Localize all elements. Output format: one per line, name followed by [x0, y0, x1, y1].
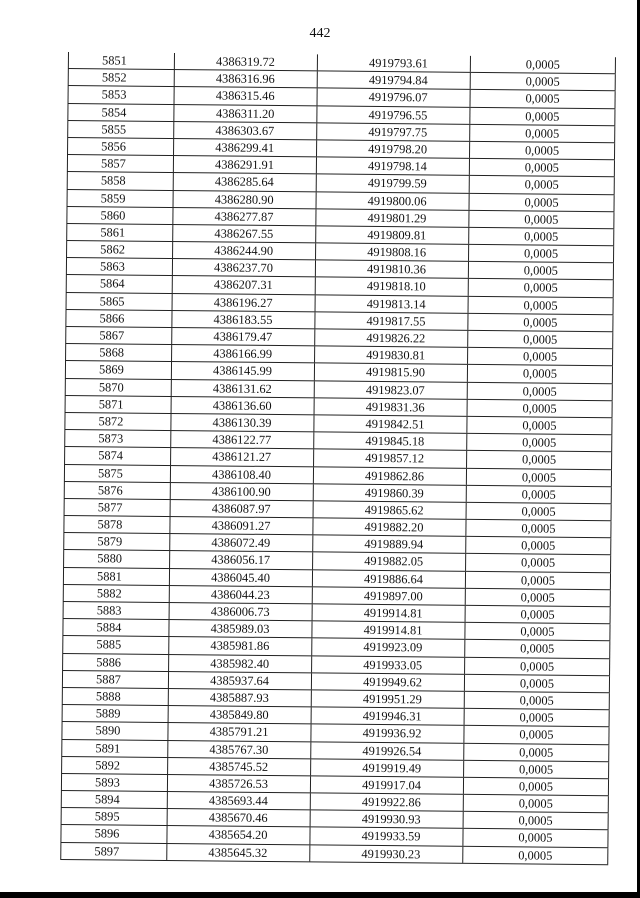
value-cell: 0,0005: [470, 142, 615, 160]
y-coordinate-cell: 4919813.14: [316, 295, 469, 313]
y-coordinate-cell: 4919917.04: [311, 776, 464, 794]
x-coordinate-cell: 4386179.47: [172, 328, 315, 346]
y-coordinate-cell: 4919842.51: [314, 415, 467, 433]
point-number-cell: 5883: [63, 602, 170, 619]
value-cell: 0,0005: [467, 468, 612, 486]
point-number-cell: 5864: [66, 275, 173, 292]
y-coordinate-cell: 4919857.12: [314, 450, 467, 468]
value-cell: 0,0005: [468, 314, 613, 332]
y-coordinate-cell: 4919794.84: [318, 72, 471, 90]
point-number-cell: 5868: [65, 344, 172, 361]
value-cell: 0,0005: [467, 503, 612, 521]
point-number-cell: 5870: [65, 379, 172, 396]
x-coordinate-cell: 4385726.53: [168, 775, 311, 793]
x-coordinate-cell: 4385989.03: [169, 620, 312, 638]
y-coordinate-cell: 4919796.55: [317, 106, 470, 124]
x-coordinate-cell: 4386316.96: [175, 70, 318, 88]
x-coordinate-cell: 4386319.72: [175, 53, 318, 71]
value-cell: 0,0005: [463, 846, 608, 864]
point-number-cell: 5861: [66, 224, 173, 241]
x-coordinate-cell: 4386091.27: [170, 517, 313, 535]
x-coordinate-cell: 4386237.70: [173, 259, 316, 277]
value-cell: 0,0005: [466, 554, 611, 572]
point-number-cell: 5858: [67, 172, 174, 189]
y-coordinate-cell: 4919882.20: [313, 518, 466, 536]
point-number-cell: 5867: [65, 327, 172, 344]
x-coordinate-cell: 4385982.40: [169, 655, 312, 673]
y-coordinate-cell: 4919930.23: [310, 845, 463, 863]
value-cell: 0,0005: [465, 692, 610, 710]
value-cell: 0,0005: [464, 795, 609, 813]
value-cell: 0,0005: [466, 571, 611, 589]
point-number-cell: 5852: [68, 69, 175, 86]
value-cell: 0,0005: [470, 176, 615, 194]
y-coordinate-cell: 4919886.64: [313, 570, 466, 588]
value-cell: 0,0005: [469, 279, 614, 297]
value-cell: 0,0005: [468, 400, 613, 418]
point-number-cell: 5857: [67, 155, 174, 172]
value-cell: 0,0005: [466, 606, 611, 624]
point-number-cell: 5878: [63, 516, 170, 533]
point-number-cell: 5889: [62, 705, 169, 722]
y-coordinate-cell: 4919933.05: [312, 656, 465, 674]
point-number-cell: 5851: [68, 52, 175, 69]
value-cell: 0,0005: [465, 623, 610, 641]
x-coordinate-cell: 4386072.49: [170, 534, 313, 552]
point-number-cell: 5895: [61, 808, 168, 825]
x-coordinate-cell: 4385745.52: [168, 758, 311, 776]
x-coordinate-cell: 4385791.21: [168, 723, 311, 741]
x-coordinate-cell: 4386196.27: [173, 294, 316, 312]
point-number-cell: 5865: [66, 293, 173, 310]
x-coordinate-cell: 4386087.97: [171, 500, 314, 518]
y-coordinate-cell: 4919897.00: [313, 587, 466, 605]
y-coordinate-cell: 4919830.81: [315, 347, 468, 365]
point-number-cell: 5871: [65, 396, 172, 413]
point-number-cell: 5885: [62, 636, 169, 653]
x-coordinate-cell: 4385693.44: [168, 792, 311, 810]
x-coordinate-cell: 4385767.30: [168, 740, 311, 758]
y-coordinate-cell: 4919946.31: [312, 707, 465, 725]
value-cell: 0,0005: [465, 657, 610, 675]
value-cell: 0,0005: [466, 520, 611, 538]
point-number-cell: 5863: [66, 258, 173, 275]
point-number-cell: 5897: [60, 843, 167, 860]
scan-edge-bottom: [0, 892, 640, 898]
y-coordinate-cell: 4919808.16: [316, 243, 469, 261]
y-coordinate-cell: 4919930.93: [311, 811, 464, 829]
point-number-cell: 5877: [64, 499, 171, 516]
value-cell: 0,0005: [466, 589, 611, 607]
point-number-cell: 5872: [64, 413, 171, 430]
value-cell: 0,0005: [470, 90, 615, 108]
x-coordinate-cell: 4386285.64: [174, 173, 317, 191]
x-coordinate-cell: 4386108.40: [171, 466, 314, 484]
value-cell: 0,0005: [467, 434, 612, 452]
y-coordinate-cell: 4919860.39: [314, 484, 467, 502]
x-coordinate-cell: 4385645.32: [167, 844, 310, 862]
point-number-cell: 5891: [61, 739, 168, 756]
value-cell: 0,0005: [469, 228, 614, 246]
y-coordinate-cell: 4919817.55: [315, 312, 468, 330]
y-coordinate-cell: 4919831.36: [315, 398, 468, 416]
point-number-cell: 5880: [63, 550, 170, 567]
value-cell: 0,0005: [467, 417, 612, 435]
x-coordinate-cell: 4386122.77: [171, 431, 314, 449]
value-cell: 0,0005: [464, 743, 609, 761]
y-coordinate-cell: 4919889.94: [313, 536, 466, 554]
x-coordinate-cell: 4386277.87: [173, 208, 316, 226]
value-cell: 0,0005: [469, 296, 614, 314]
point-number-cell: 5860: [66, 207, 173, 224]
x-coordinate-cell: 4386045.40: [170, 569, 313, 587]
y-coordinate-cell: 4919919.49: [311, 759, 464, 777]
point-number-cell: 5862: [66, 241, 173, 258]
value-cell: 0,0005: [466, 537, 611, 555]
x-coordinate-cell: 4386280.90: [174, 191, 317, 209]
y-coordinate-cell: 4919800.06: [317, 192, 470, 210]
y-coordinate-cell: 4919914.81: [312, 622, 465, 640]
point-number-cell: 5869: [65, 361, 172, 378]
x-coordinate-cell: 4386056.17: [170, 551, 313, 569]
x-coordinate-cell: 4386315.46: [175, 87, 318, 105]
value-cell: 0,0005: [470, 125, 615, 143]
point-number-cell: 5892: [61, 757, 168, 774]
value-cell: 0,0005: [470, 159, 615, 177]
y-coordinate-cell: 4919862.86: [314, 467, 467, 485]
value-cell: 0,0005: [464, 726, 609, 744]
value-cell: 0,0005: [471, 73, 616, 91]
value-cell: 0,0005: [470, 193, 615, 211]
point-number-cell: 5854: [67, 104, 174, 121]
x-coordinate-cell: 4386136.60: [172, 397, 315, 415]
point-number-cell: 5894: [61, 791, 168, 808]
y-coordinate-cell: 4919949.62: [312, 673, 465, 691]
y-coordinate-cell: 4919823.07: [315, 381, 468, 399]
point-number-cell: 5873: [64, 430, 171, 447]
value-cell: 0,0005: [465, 640, 610, 658]
y-coordinate-cell: 4919882.05: [313, 553, 466, 571]
x-coordinate-cell: 4386100.90: [171, 483, 314, 501]
value-cell: 0,0005: [468, 382, 613, 400]
value-cell: 0,0005: [465, 709, 610, 727]
y-coordinate-cell: 4919914.81: [313, 604, 466, 622]
y-coordinate-cell: 4919815.90: [315, 364, 468, 382]
value-cell: 0,0005: [469, 245, 614, 263]
y-coordinate-cell: 4919926.54: [311, 742, 464, 760]
point-number-cell: 5886: [62, 654, 169, 671]
y-coordinate-cell: 4919922.86: [311, 793, 464, 811]
coordinate-table: [60, 52, 616, 865]
y-coordinate-cell: 4919801.29: [316, 209, 469, 227]
y-coordinate-cell: 4919865.62: [314, 501, 467, 519]
value-cell: 0,0005: [464, 812, 609, 830]
x-coordinate-cell: 4386131.62: [172, 380, 315, 398]
x-coordinate-cell: 4386121.27: [171, 448, 314, 466]
y-coordinate-cell: 4919951.29: [312, 690, 465, 708]
point-number-cell: 5855: [67, 121, 174, 138]
value-cell: 0,0005: [470, 107, 615, 125]
x-coordinate-cell: 4386244.90: [173, 242, 316, 260]
point-number-cell: 5859: [67, 189, 174, 206]
value-cell: 0,0005: [463, 829, 608, 847]
point-number-cell: 5881: [63, 568, 170, 585]
y-coordinate-cell: 4919798.14: [317, 158, 470, 176]
value-cell: 0,0005: [464, 761, 609, 779]
point-number-cell: 5884: [62, 619, 169, 636]
x-coordinate-cell: 4386267.55: [173, 225, 316, 243]
y-coordinate-cell: 4919818.10: [316, 278, 469, 296]
x-coordinate-cell: 4386207.31: [173, 276, 316, 294]
point-number-cell: 5856: [67, 138, 174, 155]
value-cell: 0,0005: [464, 778, 609, 796]
x-coordinate-cell: 4386183.55: [172, 311, 315, 329]
y-coordinate-cell: 4919826.22: [315, 329, 468, 347]
x-coordinate-cell: 4386311.20: [174, 105, 317, 123]
y-coordinate-cell: 4919810.36: [316, 261, 469, 279]
value-cell: 0,0005: [467, 451, 612, 469]
y-coordinate-cell: 4919933.59: [310, 828, 463, 846]
point-number-cell: 5874: [64, 447, 171, 464]
point-number-cell: 5882: [63, 585, 170, 602]
point-number-cell: 5887: [62, 671, 169, 688]
value-cell: 0,0005: [468, 348, 613, 366]
value-cell: 0,0005: [469, 262, 614, 280]
point-number-cell: 5896: [60, 825, 167, 842]
y-coordinate-cell: 4919799.59: [317, 175, 470, 193]
point-number-cell: 5893: [61, 774, 168, 791]
x-coordinate-cell: 4385937.64: [169, 672, 312, 690]
x-coordinate-cell: 4385670.46: [168, 809, 311, 827]
x-coordinate-cell: 4385849.80: [169, 706, 312, 724]
y-coordinate-cell: 4919798.20: [317, 140, 470, 158]
page-number: 442: [309, 26, 331, 41]
point-number-cell: 5853: [68, 86, 175, 103]
x-coordinate-cell: 4386130.39: [171, 414, 314, 432]
value-cell: 0,0005: [467, 486, 612, 504]
point-number-cell: 5888: [62, 688, 169, 705]
x-coordinate-cell: 4386145.99: [172, 362, 315, 380]
x-coordinate-cell: 4386303.67: [174, 122, 317, 140]
x-coordinate-cell: 4385887.93: [169, 689, 312, 707]
x-coordinate-cell: 4386006.73: [170, 603, 313, 621]
value-cell: 0,0005: [465, 675, 610, 693]
point-number-cell: 5890: [61, 722, 168, 739]
y-coordinate-cell: 4919845.18: [314, 433, 467, 451]
point-number-cell: 5879: [63, 533, 170, 550]
point-number-cell: 5876: [64, 482, 171, 499]
value-cell: 0,0005: [469, 211, 614, 229]
x-coordinate-cell: 4386044.23: [170, 586, 313, 604]
y-coordinate-cell: 4919793.61: [318, 54, 471, 72]
value-cell: 0,0005: [471, 56, 616, 74]
y-coordinate-cell: 4919796.07: [318, 89, 471, 107]
value-cell: 0,0005: [468, 331, 613, 349]
y-coordinate-cell: 4919923.09: [312, 639, 465, 657]
x-coordinate-cell: 4385981.86: [169, 637, 312, 655]
x-coordinate-cell: 4386291.91: [174, 156, 317, 174]
y-coordinate-cell: 4919936.92: [311, 725, 464, 743]
x-coordinate-cell: 4386299.41: [174, 139, 317, 157]
point-number-cell: 5875: [64, 464, 171, 481]
x-coordinate-cell: 4385654.20: [167, 826, 310, 844]
y-coordinate-cell: 4919797.75: [317, 123, 470, 141]
x-coordinate-cell: 4386166.99: [172, 345, 315, 363]
value-cell: 0,0005: [468, 365, 613, 383]
y-coordinate-cell: 4919809.81: [316, 226, 469, 244]
point-number-cell: 5866: [65, 310, 172, 327]
